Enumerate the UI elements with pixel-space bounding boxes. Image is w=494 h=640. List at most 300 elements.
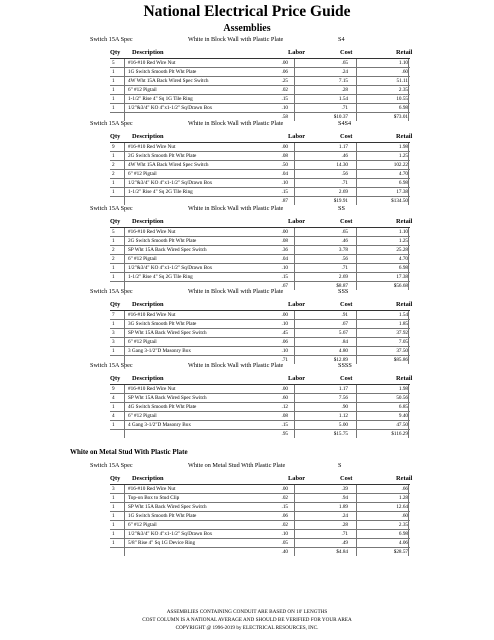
- item-qty: 2: [112, 162, 115, 168]
- item-qty: 1: [112, 404, 115, 410]
- table-row: [110, 95, 410, 104]
- item-cost: 5.67: [338, 330, 348, 336]
- item-qty: 1: [112, 274, 115, 280]
- item-retail: 9.40: [398, 413, 408, 419]
- item-retail: .60: [401, 69, 408, 75]
- table-row: [110, 329, 410, 338]
- item-retail: 6.98: [398, 105, 408, 111]
- item-description: 3G Switch Smooth Plt Wht Plate: [128, 321, 197, 327]
- item-labor: .02: [281, 87, 288, 93]
- item-labor: .12: [281, 404, 288, 410]
- total-row: [110, 430, 410, 438]
- col-cost-header: Cost: [340, 49, 353, 56]
- item-retail: 17.38: [396, 189, 408, 195]
- item-retail: 6.85: [398, 404, 408, 410]
- item-retail: 10.55: [396, 96, 408, 102]
- assembly-table: [110, 142, 410, 205]
- item-qty: 2: [112, 247, 115, 253]
- total-retail: $28.57: [393, 549, 408, 555]
- item-qty: 9: [112, 386, 115, 392]
- item-qty: 4: [112, 413, 115, 419]
- item-retail: 4.70: [398, 256, 408, 262]
- item-retail: .60: [401, 513, 408, 519]
- col-description-header: Description: [132, 49, 164, 56]
- assembly-code: S4: [338, 36, 345, 43]
- col-labor-header: Labor: [288, 49, 306, 56]
- assembly-code: S4S4: [338, 120, 352, 127]
- item-retail: 1.10: [398, 229, 408, 235]
- item-labor: .60: [281, 395, 288, 401]
- table-row: [110, 530, 410, 539]
- assembly-description: White in Block Wall with Plastic Plate: [188, 362, 284, 369]
- item-cost: .46: [341, 238, 348, 244]
- item-description: #16-#10 Red Wire Nut: [128, 60, 176, 66]
- column-divider: [124, 59, 125, 121]
- footer-line-3: COPYRIGHT @ 1996-2019 by ELECTRICAL RESOURCES, INC.: [175, 625, 319, 631]
- total-cost: $15.75: [333, 431, 348, 437]
- item-qty: 1: [112, 321, 115, 327]
- total-retail: $56.68: [393, 283, 408, 289]
- col-qty-header: Qty: [110, 375, 121, 382]
- item-description: 1-1/2" Rise 4" Sq 2G Tile Ring: [128, 189, 193, 195]
- column-divider: [294, 311, 295, 364]
- page-title: National Electrical Price Guide: [143, 3, 351, 20]
- item-retail: 1.54: [398, 312, 408, 318]
- column-divider: [294, 485, 295, 556]
- item-cost: 1.12: [338, 413, 348, 419]
- item-labor: .15: [281, 189, 288, 195]
- item-cost: .71: [341, 180, 348, 186]
- item-qty: 1: [112, 105, 115, 111]
- item-cost: 1.17: [338, 144, 348, 150]
- item-description: 1/2"&3/4" KO 4"x1-1/2" Sq/Drawn Box: [128, 105, 213, 111]
- item-labor: .15: [281, 504, 288, 510]
- assembly-table: [110, 310, 410, 364]
- item-retail: 1.10: [398, 60, 408, 66]
- item-labor: .25: [281, 78, 288, 84]
- item-description: 1G Switch Smooth Plt Wht Plate: [128, 513, 197, 519]
- item-qty: 1: [112, 504, 115, 510]
- column-divider: [294, 143, 295, 205]
- table-row: [110, 143, 410, 152]
- item-labor: .00: [281, 60, 288, 66]
- table-row: [110, 512, 410, 521]
- item-description: 6" #12 Pigtail: [128, 87, 157, 93]
- col-retail-header: Retail: [396, 49, 413, 56]
- col-qty-header: Qty: [110, 475, 121, 482]
- item-qty: 7: [112, 312, 115, 318]
- item-description: SP Wht 15A Back Wired Spec Switch: [128, 330, 207, 336]
- assembly-description: White in Block Wall with Plastic Plate: [188, 205, 284, 212]
- col-retail-header: Retail: [396, 133, 413, 140]
- total-retail: $85.86: [393, 357, 408, 363]
- item-labor: .10: [281, 105, 288, 111]
- item-cost: .56: [341, 171, 348, 177]
- assembly-spec: Switch 15A Spec: [90, 462, 133, 469]
- table-row: [110, 385, 410, 394]
- col-labor-header: Labor: [288, 218, 306, 225]
- item-qty: 1: [112, 531, 115, 537]
- col-labor-header: Labor: [288, 475, 306, 482]
- item-description: 1/2"&3/4" KO 4"x1-1/2" Sq/Drawn Box: [128, 531, 213, 537]
- table-row: [110, 59, 410, 68]
- item-labor: .04: [281, 256, 288, 262]
- item-description: 6" #12 Pigtail: [128, 256, 157, 262]
- item-description: 6" #12 Pigtail: [128, 171, 157, 177]
- total-cost: $10.37: [333, 114, 348, 120]
- item-retail: 7.05: [398, 339, 408, 345]
- item-cost: .71: [341, 105, 348, 111]
- item-retail: 1.85: [398, 321, 408, 327]
- column-divider: [124, 311, 125, 364]
- item-labor: .06: [281, 69, 288, 75]
- item-description: #16-#10 Red Wire Nut: [128, 386, 176, 392]
- col-description-header: Description: [132, 475, 164, 482]
- col-cost-header: Cost: [340, 218, 353, 225]
- column-divider: [356, 385, 357, 438]
- item-qty: 1: [112, 540, 115, 546]
- item-cost: .94: [341, 495, 348, 501]
- item-retail: 6.98: [398, 531, 408, 537]
- item-labor: .05: [281, 540, 288, 546]
- item-description: SP Wht 15A Back Wired Spec Switch: [128, 247, 207, 253]
- total-labor: .58: [281, 114, 288, 120]
- assembly-code: SS: [338, 205, 345, 212]
- item-qty: 1: [112, 189, 115, 195]
- table-row: [110, 255, 410, 264]
- table-row: [110, 320, 410, 329]
- column-divider: [356, 228, 357, 290]
- col-retail-header: Retail: [396, 375, 413, 382]
- column-divider: [294, 228, 295, 290]
- table-row: [110, 338, 410, 347]
- table-row: [110, 170, 410, 179]
- item-description: 6" #12 Pigtail: [128, 413, 157, 419]
- item-labor: .00: [281, 386, 288, 392]
- item-cost: 4.80: [338, 348, 348, 354]
- assembly-spec: Switch 15A Spec: [90, 120, 133, 127]
- item-retail: 50.56: [396, 395, 408, 401]
- item-description: #16-#10 Red Wire Nut: [128, 486, 176, 492]
- assembly-code: SSS: [338, 288, 349, 295]
- item-labor: .06: [281, 513, 288, 519]
- item-description: 1/2"&3/4" KO 4"x1-1/2" Sq/Drawn Box: [128, 265, 213, 271]
- item-cost: .65: [341, 229, 348, 235]
- page-subtitle: Assemblies: [223, 23, 271, 34]
- table-row: [110, 161, 410, 170]
- item-retail: 1.25: [398, 238, 408, 244]
- col-description-header: Description: [132, 218, 164, 225]
- item-qty: 5: [112, 229, 115, 235]
- item-qty: 4: [112, 395, 115, 401]
- item-labor: .15: [281, 96, 288, 102]
- item-retail: 17.38: [396, 274, 408, 280]
- item-description: 4 Gang 3-1/2"D Masonry Box: [128, 422, 191, 428]
- item-cost: .71: [341, 265, 348, 271]
- column-divider: [124, 143, 125, 205]
- assembly-code: S: [338, 462, 342, 469]
- total-retail: $134.50: [391, 198, 408, 204]
- col-cost-header: Cost: [340, 375, 353, 382]
- col-qty-header: Qty: [110, 301, 121, 308]
- column-divider: [124, 385, 125, 438]
- table-row: [110, 86, 410, 95]
- assembly-table: [110, 227, 410, 290]
- table-row: [110, 152, 410, 161]
- table-row: [110, 539, 410, 548]
- item-qty: 3: [112, 486, 115, 492]
- total-retail: $116.29: [391, 431, 408, 437]
- column-divider: [294, 59, 295, 121]
- assembly-spec: Switch 15A Spec: [90, 205, 133, 212]
- item-labor: .02: [281, 522, 288, 528]
- assembly-description: White in Block Wall with Plastic Plate: [188, 36, 284, 43]
- item-cost: .56: [341, 256, 348, 262]
- item-labor: .06: [281, 339, 288, 345]
- col-retail-header: Retail: [396, 475, 413, 482]
- total-labor: .87: [281, 198, 288, 204]
- item-qty: 9: [112, 144, 115, 150]
- table-row: [110, 347, 410, 356]
- footer-line-1: ASSEMBLIES CONTAINING CONDUIT ARE BASED ON 10' LENGTHS: [166, 609, 328, 615]
- item-qty: 1: [112, 422, 115, 428]
- item-labor: .15: [281, 422, 288, 428]
- item-description: SP Wht 15A Back Wired Spec Switch: [128, 395, 207, 401]
- item-qty: 1: [112, 513, 115, 519]
- table-row: [110, 521, 410, 530]
- table-row: [110, 179, 410, 188]
- item-retail: 51.11: [396, 78, 408, 84]
- item-labor: .04: [281, 171, 288, 177]
- item-cost: 5.00: [338, 422, 348, 428]
- assembly-table: [110, 384, 410, 438]
- item-cost: 7.15: [338, 78, 348, 84]
- table-row: [110, 311, 410, 320]
- item-retail: 4.70: [398, 171, 408, 177]
- item-cost: 14.30: [336, 162, 348, 168]
- assembly-table: [110, 484, 410, 556]
- item-qty: 1: [112, 78, 115, 84]
- column-divider: [408, 485, 409, 556]
- table-row: [110, 188, 410, 197]
- item-description: #16-#10 Red Wire Nut: [128, 312, 176, 318]
- table-row: [110, 485, 410, 494]
- item-cost: .49: [341, 540, 348, 546]
- item-retail: 4.06: [398, 540, 408, 546]
- item-retail: 1.28: [398, 495, 408, 501]
- column-divider: [356, 143, 357, 205]
- column-divider: [408, 59, 409, 121]
- table-row: [110, 104, 410, 113]
- item-labor: .10: [281, 531, 288, 537]
- item-description: 2G Switch Smooth Plt Wht Plate: [128, 238, 197, 244]
- table-row: [110, 68, 410, 77]
- col-cost-header: Cost: [340, 133, 353, 140]
- column-divider: [294, 385, 295, 438]
- total-cost: $8.87: [336, 283, 348, 289]
- item-qty: 2: [112, 256, 115, 262]
- item-retail: 6.98: [398, 265, 408, 271]
- assembly-description: White in Block Wall with Plastic Plate: [188, 120, 284, 127]
- item-labor: .10: [281, 348, 288, 354]
- item-description: 1G Switch Smooth Plt Wht Plate: [128, 69, 197, 75]
- item-retail: 2.35: [398, 87, 408, 93]
- col-qty-header: Qty: [110, 133, 121, 140]
- item-cost: .24: [341, 513, 348, 519]
- column-divider: [356, 485, 357, 556]
- assembly-table: [110, 58, 410, 121]
- col-cost-header: Cost: [340, 301, 353, 308]
- item-retail: 6.98: [398, 180, 408, 186]
- item-retail: 25.28: [396, 247, 408, 253]
- column-divider: [356, 59, 357, 121]
- item-description: 2G Switch Smooth Plt Wht Plate: [128, 153, 197, 159]
- item-retail: 1.25: [398, 153, 408, 159]
- col-retail-header: Retail: [396, 218, 413, 225]
- item-cost: 1.54: [338, 96, 348, 102]
- assembly-code: SSSS: [338, 362, 352, 369]
- total-labor: .40: [281, 549, 288, 555]
- col-cost-header: Cost: [340, 475, 353, 482]
- item-qty: 1: [112, 96, 115, 102]
- col-qty-header: Qty: [110, 49, 121, 56]
- total-cost: $4.84: [336, 549, 348, 555]
- item-description: 6" #12 Pigtail: [128, 339, 157, 345]
- item-retail: 1.98: [398, 144, 408, 150]
- item-description: 4W Wht 15A Back Wired Spec Switch: [128, 162, 209, 168]
- col-description-header: Description: [132, 301, 164, 308]
- col-retail-header: Retail: [396, 301, 413, 308]
- assembly-spec: Switch 15A Spec: [90, 36, 133, 43]
- total-labor: .95: [281, 431, 288, 437]
- table-row: [110, 246, 410, 255]
- item-retail: 37.92: [396, 330, 408, 336]
- item-qty: 1: [112, 238, 115, 244]
- column-divider: [124, 228, 125, 290]
- column-divider: [408, 311, 409, 364]
- col-labor-header: Labor: [288, 301, 306, 308]
- item-labor: .02: [281, 495, 288, 501]
- item-cost: .90: [341, 404, 348, 410]
- item-labor: .08: [281, 413, 288, 419]
- item-labor: .08: [281, 153, 288, 159]
- col-description-header: Description: [132, 375, 164, 382]
- item-labor: .08: [281, 238, 288, 244]
- item-cost: .24: [341, 69, 348, 75]
- item-labor: .00: [281, 144, 288, 150]
- item-qty: 1: [112, 522, 115, 528]
- item-cost: .65: [341, 60, 348, 66]
- item-retail: 2.35: [398, 522, 408, 528]
- item-description: 3 Gang 3-1/2"D Masonry Box: [128, 348, 191, 354]
- item-cost: 2.69: [338, 274, 348, 280]
- item-description: 5/8" Rise 4" Sq 1G Device Ring: [128, 540, 196, 546]
- total-row: [110, 548, 410, 556]
- item-description: 1/2"&3/4" KO 4"x1-1/2" Sq/Drawn Box: [128, 180, 213, 186]
- table-row: [110, 412, 410, 421]
- table-row: [110, 503, 410, 512]
- item-qty: 1: [112, 180, 115, 186]
- table-row: [110, 264, 410, 273]
- col-labor-header: Labor: [288, 375, 306, 382]
- item-description: Top-on Box to Stud Clip: [128, 495, 180, 501]
- item-cost: 1.89: [338, 504, 348, 510]
- item-qty: 1: [112, 495, 115, 501]
- item-labor: .00: [281, 229, 288, 235]
- table-row: [110, 273, 410, 282]
- item-labor: .10: [281, 180, 288, 186]
- item-description: #16-#10 Red Wire Nut: [128, 229, 176, 235]
- column-divider: [408, 385, 409, 438]
- item-labor: .00: [281, 486, 288, 492]
- total-cost: $19.91: [333, 198, 348, 204]
- total-cost: $12.89: [333, 357, 348, 363]
- item-cost: 7.56: [338, 395, 348, 401]
- item-labor: .10: [281, 265, 288, 271]
- total-row: [110, 197, 410, 205]
- item-cost: .67: [341, 321, 348, 327]
- total-labor: .71: [281, 357, 288, 363]
- item-qty: 2: [112, 171, 115, 177]
- item-labor: .45: [281, 330, 288, 336]
- item-labor: .10: [281, 321, 288, 327]
- item-qty: 1: [112, 69, 115, 75]
- item-retail: 37.50: [396, 348, 408, 354]
- item-retail: 102.22: [393, 162, 408, 168]
- assembly-description: White on Metal Stud With Plastic Plate: [188, 462, 286, 469]
- item-labor: .00: [281, 312, 288, 318]
- table-row: [110, 77, 410, 86]
- group-heading: White on Metal Stud With Plastic Plate: [70, 448, 188, 456]
- table-row: [110, 403, 410, 412]
- item-description: 1-1/2" Rise 4" Sq 1G Tile Ring: [128, 96, 193, 102]
- item-cost: 3.78: [338, 247, 348, 253]
- footer-line-2: COST COLUMN IS A NATIONAL AVERAGE AND SHOULD BE VERIFIED FOR YOUR AREA: [142, 617, 352, 623]
- item-description: 4W Wht 15A Back Wired Spec Switch: [128, 78, 209, 84]
- col-description-header: Description: [132, 133, 164, 140]
- assembly-spec: Switch 15A Spec: [90, 288, 133, 295]
- total-retail: $73.01: [393, 114, 408, 120]
- item-retail: 12.64: [396, 504, 408, 510]
- item-qty: 1: [112, 153, 115, 159]
- item-qty: 3: [112, 330, 115, 336]
- item-cost: 1.17: [338, 386, 348, 392]
- item-description: 6" #12 Pigtail: [128, 522, 157, 528]
- item-cost: .46: [341, 153, 348, 159]
- item-qty: 3: [112, 339, 115, 345]
- table-row: [110, 237, 410, 246]
- item-qty: 5: [112, 60, 115, 66]
- item-description: #16-#10 Red Wire Nut: [128, 144, 176, 150]
- column-divider: [356, 311, 357, 364]
- table-row: [110, 494, 410, 503]
- assembly-spec: Switch 15A Spec: [90, 362, 133, 369]
- column-divider: [124, 485, 125, 556]
- item-cost: .28: [341, 87, 348, 93]
- item-qty: 1: [112, 87, 115, 93]
- item-qty: 1: [112, 265, 115, 271]
- item-retail: .66: [401, 486, 408, 492]
- col-labor-header: Labor: [288, 133, 306, 140]
- item-cost: .28: [341, 522, 348, 528]
- column-divider: [408, 228, 409, 290]
- item-description: 4G Switch Smooth Plt Wht Plate: [128, 404, 197, 410]
- item-cost: .39: [341, 486, 348, 492]
- item-cost: .91: [341, 312, 348, 318]
- item-labor: .50: [281, 162, 288, 168]
- item-description: 1-1/2" Rise 4" Sq 2G Tile Ring: [128, 274, 193, 280]
- item-cost: .71: [341, 531, 348, 537]
